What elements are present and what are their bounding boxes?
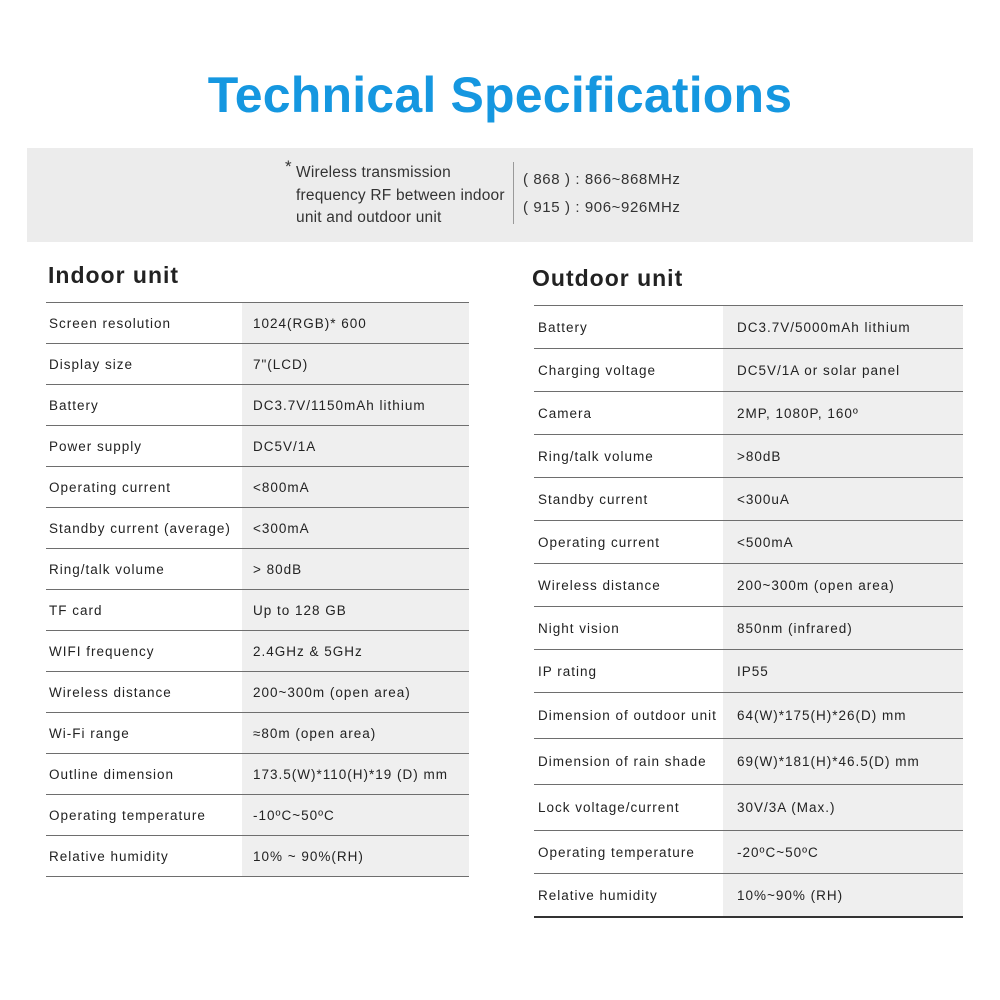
spec-value: 2.4GHz & 5GHz	[242, 631, 469, 672]
spec-value: -10ºC~50ºC	[242, 795, 469, 836]
table-row	[46, 303, 469, 344]
indoor-unit-title: Indoor unit	[48, 262, 180, 288]
spec-label: Display size	[46, 344, 242, 385]
wireless-divider	[513, 162, 514, 224]
spec-label: Night vision	[534, 607, 723, 650]
spec-label: IP rating	[534, 650, 723, 693]
table-row	[46, 795, 469, 836]
spec-label: Operating current	[534, 521, 723, 564]
spec-value: DC3.7V/5000mAh lithium	[723, 306, 963, 349]
spec-value: 850nm (infrared)	[723, 607, 963, 650]
spec-label: Battery	[46, 385, 242, 426]
indoor-spec-table	[46, 302, 469, 877]
spec-label: Standby current	[534, 478, 723, 521]
spec-value: <500mA	[723, 521, 963, 564]
table-row	[46, 672, 469, 713]
table-row	[46, 385, 469, 426]
table-row	[534, 785, 963, 831]
table-row	[534, 831, 963, 874]
spec-value: <300uA	[723, 478, 963, 521]
spec-label: Standby current (average)	[46, 508, 242, 549]
table-row	[46, 467, 469, 508]
table-row	[46, 631, 469, 672]
spec-label: Relative humidity	[46, 836, 242, 877]
table-row	[46, 754, 469, 795]
spec-value: DC5V/1A	[242, 426, 469, 467]
spec-label: TF card	[46, 590, 242, 631]
spec-value: 200~300m (open area)	[242, 672, 469, 713]
spec-label: Wi-Fi range	[46, 713, 242, 754]
spec-value: 10% ~ 90%(RH)	[242, 836, 469, 877]
spec-value: 1024(RGB)* 600	[242, 303, 469, 344]
table-row	[46, 344, 469, 385]
table-row	[46, 426, 469, 467]
wireless-frequency-label: Wireless transmission frequency RF between indoor unit and outdoor unit	[296, 164, 505, 226]
spec-label: WIFI frequency	[46, 631, 242, 672]
spec-value: <800mA	[242, 467, 469, 508]
spec-value: DC3.7V/1150mAh lithium	[242, 385, 469, 426]
spec-value: 69(W)*181(H)*46.5(D) mm	[723, 739, 963, 785]
table-row	[46, 549, 469, 590]
spec-label: Relative humidity	[534, 874, 723, 918]
table-row	[534, 564, 963, 607]
spec-label: Wireless distance	[46, 672, 242, 713]
spec-value: >80dB	[723, 435, 963, 478]
spec-value: 30V/3A (Max.)	[723, 785, 963, 831]
spec-value: DC5V/1A or solar panel	[723, 349, 963, 392]
spec-value: IP55	[723, 650, 963, 693]
spec-value: Up to 128 GB	[242, 590, 469, 631]
spec-value: 10%~90% (RH)	[723, 874, 963, 918]
spec-label: Ring/talk volume	[534, 435, 723, 478]
spec-label: Wireless distance	[534, 564, 723, 607]
table-row	[534, 435, 963, 478]
spec-label: Outline dimension	[46, 754, 242, 795]
frequency-band-915: ( 915 ) : 906~926MHz	[523, 199, 681, 216]
spec-label: Dimension of rain shade	[534, 739, 723, 785]
spec-value: 200~300m (open area)	[723, 564, 963, 607]
spec-label: Battery	[534, 306, 723, 349]
spec-label: Power supply	[46, 426, 242, 467]
table-row	[534, 693, 963, 739]
spec-label: Operating temperature	[46, 795, 242, 836]
outdoor-unit-title: Outdoor unit	[532, 265, 684, 291]
spec-value: 64(W)*175(H)*26(D) mm	[723, 693, 963, 739]
spec-value: -20ºC~50ºC	[723, 831, 963, 874]
spec-label: Lock voltage/current	[534, 785, 723, 831]
spec-label: Charging voltage	[534, 349, 723, 392]
footnote-asterisk: *	[285, 157, 292, 176]
spec-value: 2MP, 1080P, 160º	[723, 392, 963, 435]
spec-value: ≈80m (open area)	[242, 713, 469, 754]
spec-value: > 80dB	[242, 549, 469, 590]
table-row	[534, 739, 963, 785]
spec-label: Dimension of outdoor unit	[534, 693, 723, 739]
table-row	[46, 713, 469, 754]
spec-label: Ring/talk volume	[46, 549, 242, 590]
spec-label: Operating current	[46, 467, 242, 508]
table-row	[534, 478, 963, 521]
table-row	[534, 306, 963, 349]
spec-value: 173.5(W)*110(H)*19 (D) mm	[242, 754, 469, 795]
page-title: Technical Specifications	[207, 67, 793, 123]
table-row	[46, 508, 469, 549]
spec-label: Operating temperature	[534, 831, 723, 874]
spec-label: Camera	[534, 392, 723, 435]
table-row	[46, 836, 469, 877]
table-row	[534, 650, 963, 693]
spec-value: 7"(LCD)	[242, 344, 469, 385]
spec-label: Screen resolution	[46, 303, 242, 344]
frequency-band-868: ( 868 ) : 866~868MHz	[523, 171, 681, 188]
table-row	[534, 392, 963, 435]
table-row	[534, 349, 963, 392]
table-row	[534, 874, 963, 918]
outdoor-spec-table	[534, 305, 963, 918]
table-row	[534, 521, 963, 564]
spec-value: <300mA	[242, 508, 469, 549]
table-row	[46, 590, 469, 631]
table-row	[534, 607, 963, 650]
